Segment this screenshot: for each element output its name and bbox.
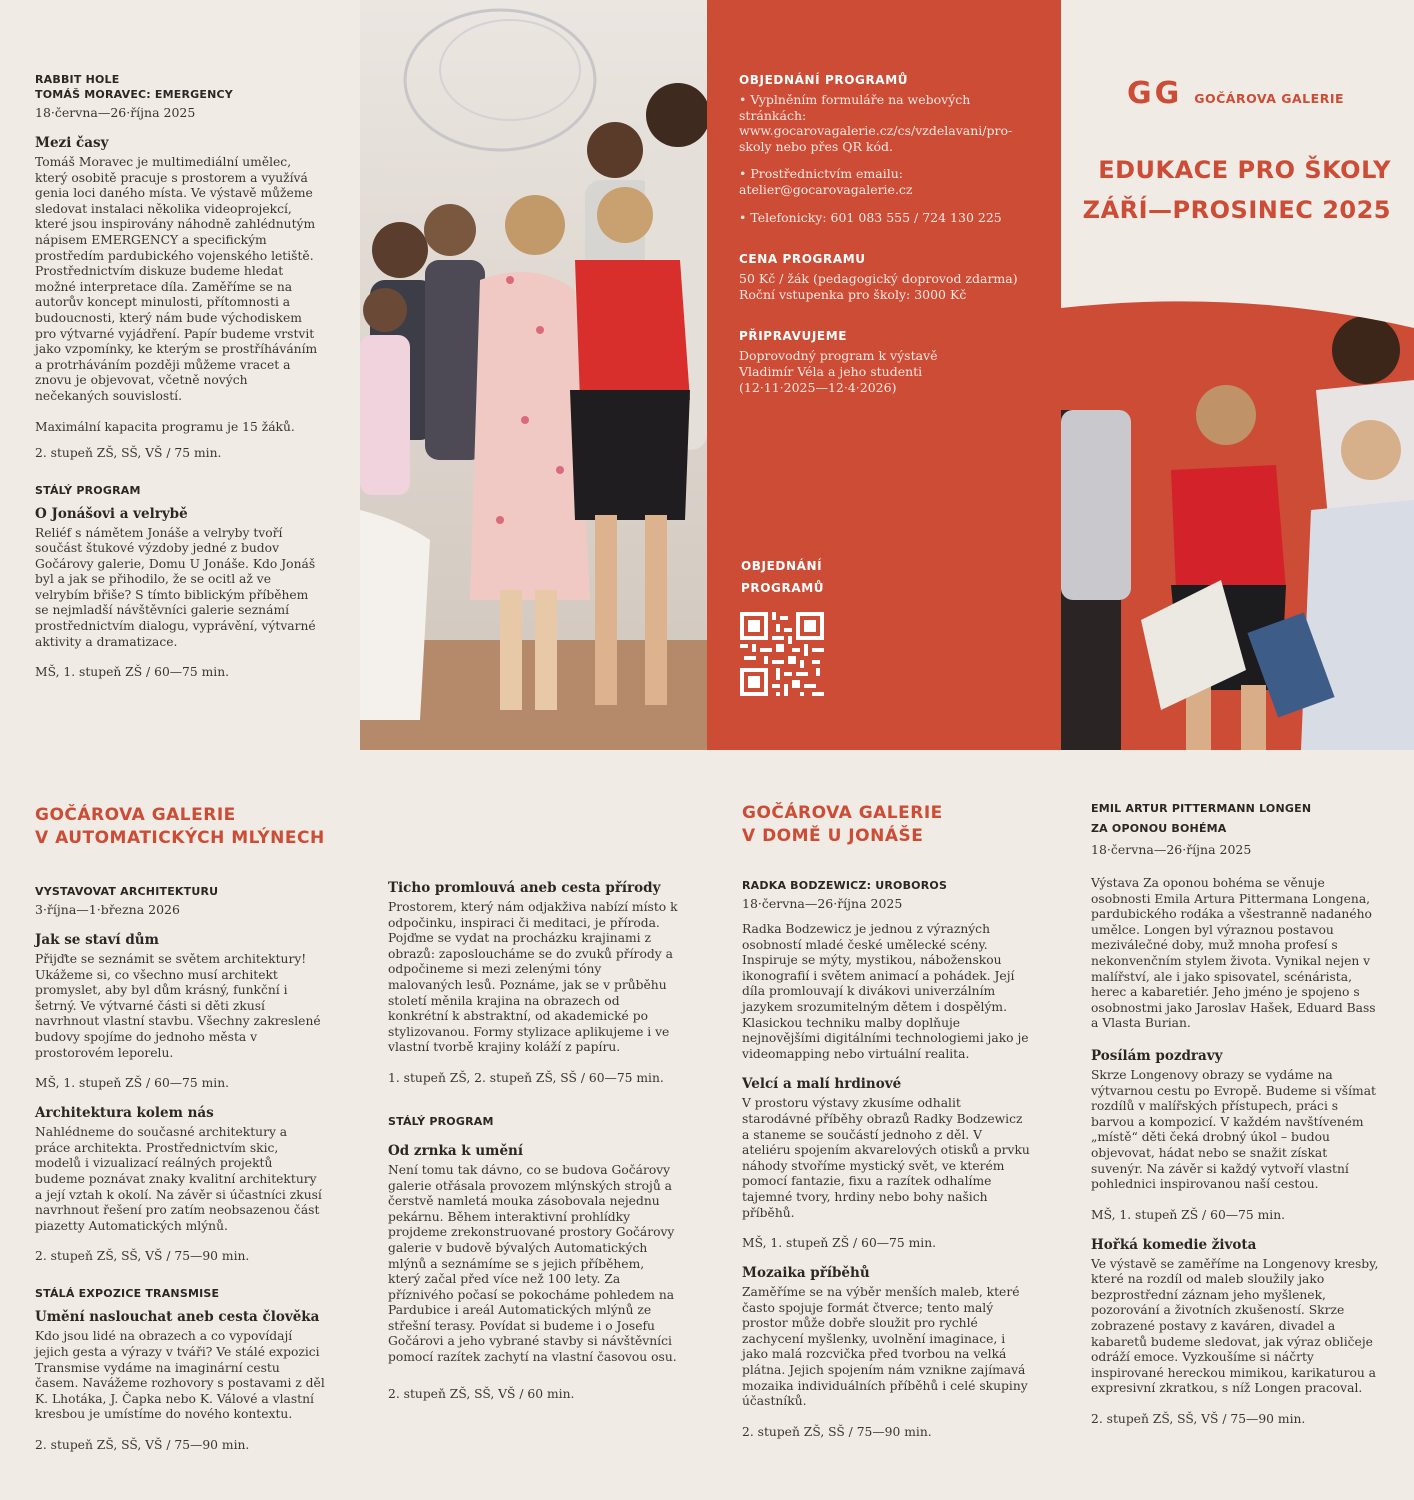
exhibition-body: Radka Bodzewicz je jednou z výrazných osobností mladé české umělecké scény. Inspiruje se mýty, mystikou, náboženskou ikonografií i světem animací a pohádek. Její díla promlouvají k divákovi univerzálním jazykem srozumitelným dětem i dospělým. Klasickou techniku malby doplňuje nejnovějšími digitálními technologiemi jako je videomapping nebo virtuální realita.: [742, 922, 1029, 1061]
ordering-panel: [707, 0, 1061, 750]
venue-heading: GOČÁROVA GALERIE: [35, 805, 236, 825]
program-title: Umění naslouchat aneb cesta člověka: [35, 1309, 320, 1326]
program-audience: 2. stupeň ZŠ, SŠ, VŠ / 75—90 min.: [35, 1437, 250, 1452]
program-body: Není tomu tak dávno, co se budova Gočárovy galerie otřásala provozem mlýnských strojů a čerstvě namletá mouka zásobovala nejednu pekárnu. Během interaktivní prohlídky projdeme zrekonstruované prostory Gočárovy galerie v budově bývalých Automatických mlýnů a seznámíme se s jejich příběhem, který začal před více než 100 lety. Za příznivého počasí se pokocháme pohledem na Pardubice i areál Automatických mlýnů ze střešní terasy. Povídat si budeme i o Josefu Gočárovi a jeho vybrané stavby si návštěvníci pomocí razítek zachytí na vlastní časovou osu.: [388, 1162, 677, 1365]
logo-mark: GG: [1127, 76, 1183, 111]
program-audience: 1. stupeň ZŠ, 2. stupeň ZŠ, SŠ / 60—75 min.: [388, 1070, 664, 1085]
qr-code-icon: [740, 612, 824, 696]
venue-heading: GOČÁROVA GALERIE: [742, 803, 943, 823]
program-body: Skrze Longenovy obrazy se vydáme na výtvarnou cestu po Evropě. Budeme si všímat rozdílů v malířských přístupech, práci s barvou a kompozicí. V každém navštíveném „místě“ děti čeká drobný úkol – budou objevovat, hádat nebo se snažit získat suvenýr. Na závěr si každý vytvoří vlastní pohlednici inspirovanou naší cestou.: [1091, 1067, 1376, 1192]
program-body: Kdo jsou lidé na obrazech a co vypovídají jejich gesta a výrazy v tváři? Ve stálé expozici Transmise vydáme na imaginární cestu časem. Navážeme rozhovory s postavami z děl K. Lhotáka, J. Čapka nebo K. Válové a vlastní kresbou je umístíme do nového kontextu.: [35, 1329, 325, 1422]
program-title: Ticho promlouvá aneb cesta přírody: [388, 880, 661, 896]
venue-heading: V AUTOMATICKÝCH MLÝNECH: [35, 828, 325, 848]
program-title: Od zrnka k umění: [388, 1142, 523, 1159]
exhibition-label: RABBIT HOLE: [35, 73, 120, 86]
order-phone-bullet: • Telefonicky: 601 083 555 / 724 130 225: [739, 209, 1002, 225]
brochure-period: ZÁŘÍ—PROSINEC 2025: [1082, 196, 1391, 224]
exhibition-date: 3·října—1·března 2026: [35, 902, 180, 917]
program-audience: 2. stupeň ZŠ, SŠ, VŠ / 75—90 min.: [1091, 1412, 1306, 1427]
permanent-exhibition-label: STÁLÁ EXPOZICE TRANSMISE: [35, 1287, 220, 1301]
program-body: V prostoru výstavy zkusíme odhalit starodávné příběhy obrazů Radky Bodzewicz a staneme se součástí jednoho z děl. V ateliéru spojením akvarelových otisků a prvku náhody stvoříme mystický svět, ve kterém pomocí fantazie, fixu a razítek odhalíme tajemné tvory, hrdiny nebo bohy našich příběhů.: [742, 1096, 1030, 1220]
exhibition-label: VYSTAVOVAT ARCHITEKTURU: [35, 885, 219, 898]
program-body: Nahlédneme do současné architektury a práce architekta. Prostřednictvím skic, modelů i vizualizací reálných projektů budeme poznávat znaky kvalitní architektury a její vztah k okolí. Na závěr si účastníci zkusí navrhnout řešení pro zatím neobsazenou část piazetty Automatických mlýnů.: [35, 1125, 322, 1233]
venue-heading: V DOMĚ U JONÁŠE: [742, 826, 924, 846]
program-title: O Jonášovi a velrybě: [35, 505, 188, 522]
program-audience: MŠ, 1. stupeň ZŠ / 60—75 min.: [35, 665, 230, 680]
logo: [1127, 76, 1344, 111]
exhibition-date: 18·června—26·října 2025: [1091, 842, 1252, 857]
qr-caption: PROGRAMŮ: [741, 581, 825, 595]
price-per-pupil: 50 Kč / žák (pedagogický doprovod zdarma): [739, 271, 1018, 287]
program-audience: MŠ, 1. stupeň ZŠ / 60—75 min.: [1091, 1207, 1286, 1222]
cover-panel: [1061, 0, 1414, 750]
bottom-col1: [35, 804, 325, 1453]
upcoming-body: Doprovodný program k výstavě Vladimír Véla a jeho studenti (12·11·2025—12·4·2026): [739, 348, 938, 395]
price-annual-ticket: Roční vstupenka pro školy: 3000 Kč: [739, 286, 967, 302]
exhibition-date: 18·června—26·října 2025: [35, 105, 196, 120]
cover-photo: [1061, 290, 1414, 750]
program-body: Zaměříme se na výběr menších maleb, které často spojuje formát čtverce; tento malý prostor může dobře sloužit pro rychlé zachycení myšlenky, uvolnění imaginace, i jako malá rozcvička před tvorbou na velká plátna. Jejich spojením nám vznikne zajímavá mozaika individuálních příběhů i celé skupiny účastníků.: [742, 1285, 1028, 1409]
program-audience: 2. stupeň ZŠ, SŠ, VŠ / 75—90 min.: [35, 1249, 250, 1264]
program-audience: 2. stupeň ZŠ, SŠ, VŠ / 75 min.: [35, 445, 222, 460]
order-email-bullet: • Prostřednictvím emailu: atelier@gocarovagalerie.cz: [739, 166, 913, 197]
program-audience: 2. stupeň ZŠ, SŠ, VŠ / 60 min.: [388, 1386, 575, 1401]
price-label: CENA PROGRAMU: [739, 252, 866, 267]
gallery-photo-children: [360, 0, 707, 750]
bottom-col3: [742, 802, 1032, 1440]
qr-code[interactable]: [740, 612, 824, 696]
program-body: Reliéf s námětem Jonáše a velryby tvoří součást štukové výzdoby jedné z budov Gočárovy galerie, Domu U Jonáše. Kdo Jonáš byl a jak se přihodilo, že se ocitl až ve velrybím břiše? S tímto biblickým příběhem se nejmladší návštěvníci galerie seznámí prostřednictvím dialogu, vyprávění, výtvarné aktivity a dramatizace.: [35, 525, 316, 649]
exhibition-body: Výstava Za oponou bohéma se věnuje osobnosti Emila Artura Pittermana Longena, pardubického rodáka a všestranně nadaného umělce. Longen byl výraznou postavou meziválečné doby, muž mnoha profesí s nekonvenčním stylem života. Vynikal nejen v malířství, ale i jako spisovatel, scénárista, herec a kabaretiér. Jeho jméno je spojeno s osobnostmi jako Jaroslav Hašek, Eduard Bass a Vlasta Burian.: [1091, 876, 1376, 1031]
exhibition-label: RADKA BODZEWICZ: UROBOROS: [742, 879, 948, 892]
bottom-col2: [388, 866, 678, 1402]
photo-illustration: [360, 0, 707, 750]
brochure-title: EDUKACE PRO ŠKOLY: [1098, 156, 1391, 184]
program-title: Jak se staví dům: [35, 932, 159, 948]
program-audience: MŠ, 1. stupeň ZŠ / 60—75 min.: [742, 1236, 937, 1251]
upcoming-label: PŘIPRAVUJEME: [739, 329, 848, 344]
program-body: Tomáš Moravec je multimediální umělec, který osobitě pracuje s prostorem a využívá genia loci daného místa. Ve výstavě můžeme sledovat instalaci několika videoprojekcí, které jsou inspirovány náhodně zahlédnutým nápisem EMERGENCY a specifickým prostředím pardubického vojenského letiště. Prostřednictvím diskuze budeme hledat možné interpretace díla. Zaměříme se na autorův koncept minulosti, přítomnosti a budoucnosti, který nám bude východiskem pro výtvarné vyjádření. Papír budeme vrstvit jako vzpomínky, ke kterým se prostříháváním a protrháváním později můžeme vracet a znovu je objevovat, včetně nových nečekaných souvislostí.: [35, 155, 318, 403]
program-title: Velcí a malí hrdinové: [742, 1076, 902, 1093]
program-audience: MŠ, 1. stupeň ZŠ / 60—75 min.: [35, 1076, 230, 1091]
program-title: Posílám pozdravy: [1091, 1047, 1223, 1064]
program-body: Přijďte se seznámit se světem architektury! Ukážeme si, co všechno musí architekt promyslet, aby byl dům krásný, funkční i šetrný. Ve výtvarné části si děti zkusí navrhnout vlastní stavbu. Všechny zakreslené budovy spojíme do jednoho města v prostorovém leporelu.: [35, 952, 321, 1060]
order-web-bullet: • Vyplněním formuláře na webových stránkách: www.gocarovagalerie.cz/cs/vzdelavani/pro-skoly nebo přes QR kód.: [739, 92, 1013, 154]
logo-text: GOČÁROVA GALERIE: [1194, 91, 1345, 106]
program-body: Prostorem, který nám odjakživa nabízí místo k odpočinku, inspiraci či meditaci, je příroda. Pojďme se vydat na procházku krajinami z obrazů: zaposloucháme se do zvuků přírody a odpočineme si mezi zelenými tóny malovaných lesů. Poznáme, jak se v průběhu století měnila krajina na obrazech od konkrétní k abstraktní, od akademické po stylizovanou. Formy stylizace aplikujeme i ve vlastní tvorbě krajiny koláží z papíru.: [388, 900, 678, 1055]
exhibition-label: ZA OPONOU BOHÉMA: [1091, 822, 1227, 835]
permanent-program-label: STÁLÝ PROGRAM: [35, 483, 141, 497]
exhibition-label: TOMÁŠ MORAVEC: EMERGENCY: [35, 88, 233, 101]
bottom-col4: [1091, 799, 1381, 1427]
program-title: Mezi časy: [35, 135, 109, 151]
ordering-label: OBJEDNÁNÍ PROGRAMŮ: [739, 73, 909, 87]
capacity-note: Maximální kapacita programu je 15 žáků.: [35, 419, 295, 434]
program-body: Ve výstavě se zaměříme na Longenovy kresby, které na rozdíl od maleb sloužily jako bezprostřední záznam jeho myšlenek, pozorování a životních zkušeností. Skrze zobrazené postavy z kaváren, divadel a kabaretů budeme sledovat, jak výraz obličeje odráží emoce. Vyzkoušíme si náčrty inspirované hereckou mimikou, karikaturou a expresivní zkratkou, s níž Longen pracoval.: [1091, 1256, 1379, 1396]
exhibition-label: EMIL ARTUR PITTERMANN LONGEN: [1091, 802, 1312, 815]
exhibition-date: 18·června—26·října 2025: [742, 896, 903, 911]
program-title: Mozaika příběhů: [742, 1265, 870, 1282]
program-title: Hořká komedie života: [1091, 1236, 1257, 1253]
program-title: Architektura kolem nás: [35, 1105, 214, 1122]
permanent-program-label: STÁLÝ PROGRAM: [388, 1114, 494, 1128]
program-audience: 2. stupeň ZŠ, SŠ / 75—90 min.: [742, 1424, 932, 1439]
col1-program: [35, 72, 325, 680]
qr-caption: OBJEDNÁNÍ: [741, 559, 823, 573]
